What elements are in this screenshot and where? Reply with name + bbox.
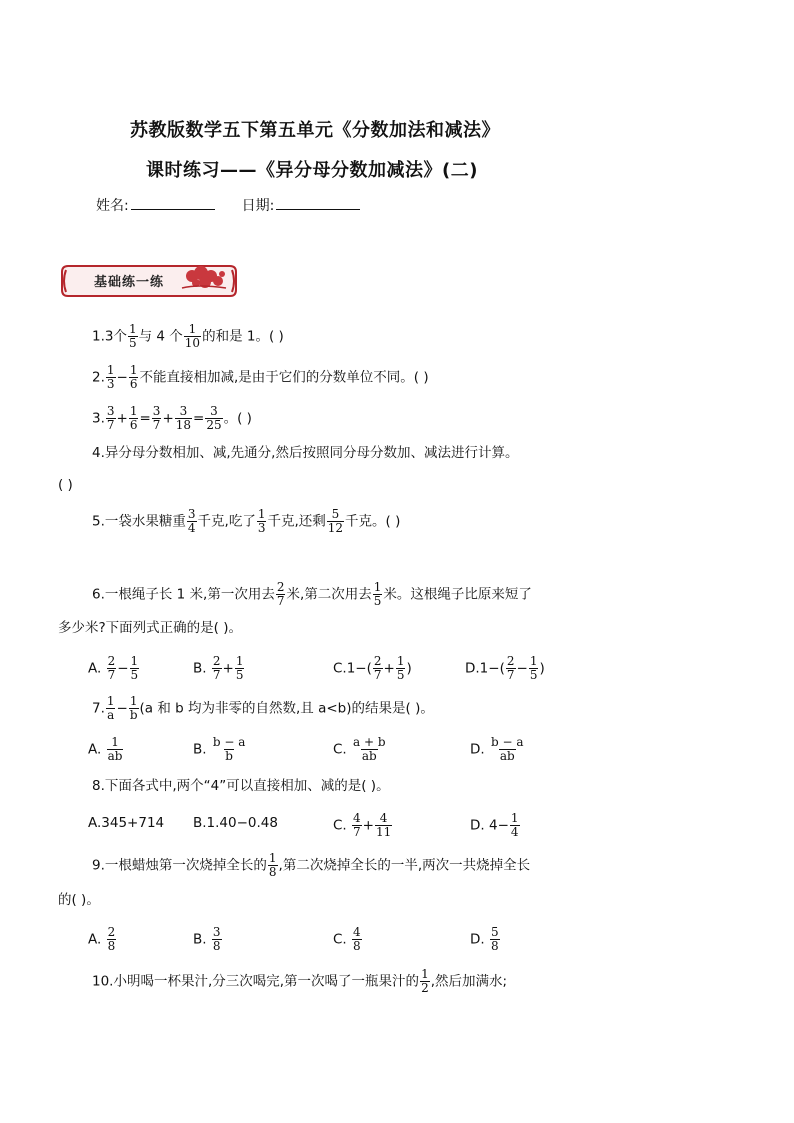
fraction: $\frac{1}{5}$ [128, 322, 137, 350]
fraction: $\frac{1}{6}$ [129, 363, 138, 391]
fraction: $\frac{1}{2}$ [421, 967, 429, 995]
fraction: $\frac{3}{7}$ [106, 404, 115, 432]
q6-option-c[interactable]: C.1−( $\frac{2}{7}$ + $\frac{1}{5}$ ) [333, 654, 412, 682]
question-1: 1.3个 $\frac{1}{5}$ 与 4 个 $\frac{1}{10}$ 的和是 1。( ) [92, 322, 284, 350]
fraction: $\frac{2}{7}$ [276, 580, 285, 608]
q9-option-a[interactable]: A. $\frac{2}{8}$ [88, 925, 116, 953]
fraction: $\frac{1}{10}$ [184, 322, 201, 350]
date-label: 日期: [241, 198, 275, 214]
q9-option-c[interactable]: C. $\frac{4}{8}$ [333, 925, 361, 953]
q8-option-a[interactable]: A.345+714 [88, 815, 165, 831]
fraction: $\frac{1}{b}$ [129, 694, 138, 722]
question-2: 2. $\frac{1}{3}$ − $\frac{1}{6}$ 不能直接相加减,是由于它们的分数单位不同。( ) [92, 363, 429, 391]
question-5: 5.一袋水果糖重 $\frac{3}{4}$ 千克,吃了 $\frac{1}{3}$ 千克,还剩 $\frac{5}{12}$ 千克。( ) [92, 507, 401, 535]
date-blank [276, 197, 360, 210]
question-9: 9.一根蜡烛第一次烧掉全长的 $\frac{1}{8}$ ,第二次烧掉全长的一半,两次一共烧掉全长 [92, 851, 531, 879]
q9-option-b[interactable]: B. $\frac{3}{8}$ [193, 925, 221, 953]
question-7: 7. $\frac{1}{a}$ − $\frac{1}{b}$ (a 和 b 均为非零的自然数,且 a<b)的结果是( )。 [92, 694, 434, 722]
fraction: $\frac{1}{3}$ [106, 363, 115, 391]
question-8: 8.下面各式中,两个“4”可以直接相加、减的是( )。 [92, 778, 390, 794]
name-field [96, 195, 360, 215]
fraction: $\frac{1}{a}$ [106, 694, 115, 722]
q8-option-b[interactable]: B.1.40−0.48 [193, 815, 278, 831]
question-4-paren: ( ) [58, 477, 73, 493]
q7-option-a[interactable]: A. $\frac{1}{ab}$ [88, 735, 123, 763]
fraction: $\frac{1}{5}$ [373, 580, 382, 608]
q6-option-a[interactable]: A. $\frac{2}{7}$ − $\frac{1}{5}$ [88, 654, 139, 682]
question-4: 4.异分母分数相加、减,先通分,然后按照同分母分数加、减法进行计算。 [92, 445, 519, 461]
q7-option-c[interactable]: C. $\frac{a + b}{ab}$ [333, 735, 386, 763]
q6-option-d[interactable]: D.1−( $\frac{2}{7}$ − $\frac{1}{5}$ ) [465, 654, 545, 682]
question-6-line2: 多少米?下面列式正确的是( )。 [58, 620, 242, 636]
fraction: $\frac{1}{3}$ [257, 507, 266, 535]
question-10: 10.小明喝一杯果汁,分三次喝完,第一次喝了一瓶果汁的 $\frac{1}{2}$ ,然后加满水; [92, 967, 508, 995]
fraction: $\frac{3}{18}$ [175, 404, 192, 432]
question-3: 3. $\frac{3}{7}$ + $\frac{1}{6}$ = $\frac{3}{7}$ + $\frac{3}{18}$ = $\frac{3}{25}$ 。( ) [92, 404, 252, 432]
fraction: $\frac{3}{25}$ [206, 404, 222, 432]
title-line-2: 课时练习——《异分母分数加减法》(二) [146, 160, 478, 181]
question-6: 6.一根绳子长 1 米,第一次用去 $\frac{2}{7}$ 米,第二次用去 $\frac{1}{5}$ 米。这根绳子比原来短了 [92, 580, 532, 608]
q8-option-d[interactable]: D. 4− $\frac{1}{4}$ [470, 811, 519, 839]
question-9-line2: 的( )。 [58, 892, 100, 908]
fraction: $\frac{1}{8}$ [268, 851, 277, 879]
fraction: $\frac{1}{6}$ [129, 404, 138, 432]
title-line-1: 苏教版数学五下第五单元《分数加法和减法》 [130, 120, 500, 141]
fraction: $\frac{3}{4}$ [187, 507, 196, 535]
q6-option-b[interactable]: B. $\frac{2}{7}$ + $\frac{1}{5}$ [193, 654, 244, 682]
q7-option-d[interactable]: D. $\frac{b - a}{ab}$ [470, 735, 524, 763]
q7-option-b[interactable]: B. $\frac{b - a}{b}$ [193, 735, 246, 763]
fraction: $\frac{3}{7}$ [152, 404, 161, 432]
q8-option-c[interactable]: C. $\frac{4}{7}$ + $\frac{4}{11}$ [333, 811, 392, 839]
section-banner [58, 262, 240, 300]
section-label: 基础练一练 [94, 275, 165, 290]
name-label: 姓名: [96, 198, 129, 214]
name-blank [131, 197, 215, 210]
fraction: $\frac{5}{12}$ [327, 507, 344, 535]
q9-option-d[interactable]: D. $\frac{5}{8}$ [470, 925, 499, 953]
